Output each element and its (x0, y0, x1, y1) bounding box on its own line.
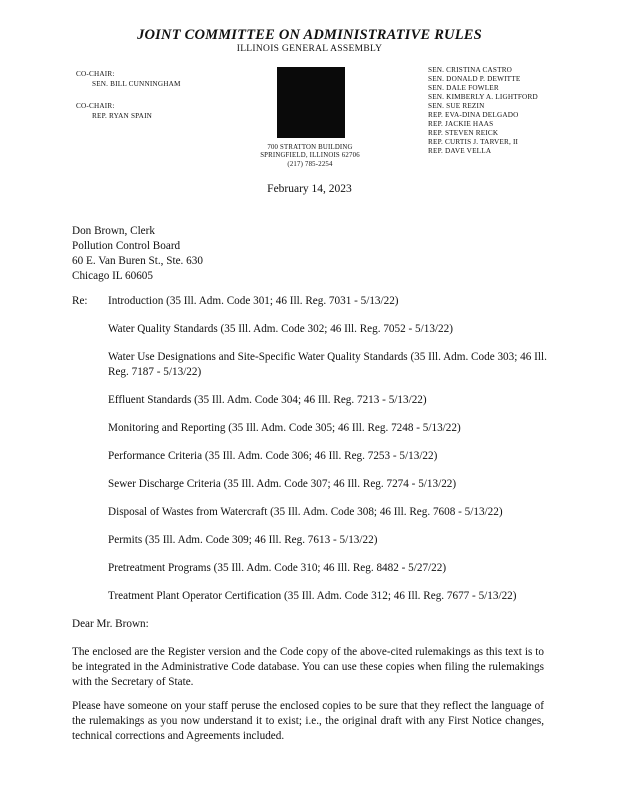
recipient-address (72, 224, 203, 284)
member-name: REP. JACKIE HAAS (428, 120, 494, 128)
cochair-name-1: SEN. BILL CUNNINGHAM (92, 80, 181, 88)
re-item: Disposal of Wastes from Watercraft (35 Ill. Adm. Code 308; 46 Ill. Reg. 7608 - 5/13/22) (108, 506, 503, 518)
committee-address (250, 144, 370, 169)
letterhead-subtitle: ILLINOIS GENERAL ASSEMBLY (236, 44, 383, 54)
re-item: Permits (35 Ill. Adm. Code 309; 46 Ill. Reg. 7613 - 5/13/22) (108, 534, 378, 546)
state-seal-redacted (277, 67, 345, 138)
re-item: Performance Criteria (35 Ill. Adm. Code 306; 46 Ill. Reg. 7253 - 5/13/22) (108, 450, 438, 462)
body-paragraph: The enclosed are the Register version and the Code copy of the above-cited rulemakings as this text is to be integrated in the Administrative Code database. You can use these copies when filing the rulemakings with the Secretary of State. (72, 646, 544, 688)
member-name: SEN. DALE FOWLER (428, 84, 499, 92)
member-name: SEN. DONALD P. DEWITTE (428, 75, 521, 83)
member-name: SEN. CRISTINA CASTRO (428, 66, 513, 74)
body-paragraph: Please have someone on your staff peruse the enclosed copies to be sure that they reflect the language of the rulemakings as you now understand it to exist; i.e., the original draft with any First Notice changes, technical corrections and Agreements included. (72, 700, 544, 742)
address-line: SPRINGFIELD, ILLINOIS 62706 (260, 152, 360, 160)
address-line: 700 STRATTON BUILDING (267, 144, 353, 151)
letter-date: February 14, 2023 (267, 183, 352, 195)
re-item: Introduction (35 Ill. Adm. Code 301; 46 Ill. Reg. 7031 - 5/13/22) (108, 295, 399, 307)
re-item: Monitoring and Reporting (35 Ill. Adm. Code 305; 46 Ill. Reg. 7248 - 5/13/22) (108, 422, 461, 434)
re-item: Water Use Designations and Site-Specific Water Quality Standards (35 Ill. Adm. Code 303; 46 Ill. Reg. 7187 - 5/13/22) (108, 351, 547, 378)
cochair-name-2: REP. RYAN SPAIN (92, 112, 153, 120)
member-name: REP. DAVE VELLA (428, 147, 492, 155)
recipient-line: Pollution Control Board (72, 240, 181, 252)
cochair-label-2: CO-CHAIR: (76, 102, 115, 110)
address-phone: (217) 785-2254 (287, 160, 333, 168)
member-name: SEN. SUE REZIN (428, 102, 485, 110)
letterhead-title: JOINT COMMITTEE ON ADMINISTRATIVE RULES (137, 27, 482, 43)
re-item: Sewer Discharge Criteria (35 Ill. Adm. Code 307; 46 Ill. Reg. 7274 - 5/13/22) (108, 478, 457, 490)
recipient-line: 60 E. Van Buren St., Ste. 630 (72, 255, 203, 267)
member-name: REP. CURTIS J. TARVER, II (428, 138, 519, 146)
re-item: Effluent Standards (35 Ill. Adm. Code 304; 46 Ill. Reg. 7213 - 5/13/22) (108, 394, 427, 406)
re-item: Treatment Plant Operator Certification (35 Ill. Adm. Code 312; 46 Ill. Reg. 7677 - 5/13/22) (108, 590, 517, 602)
member-name: REP. STEVEN REICK (428, 129, 499, 137)
recipient-line: Chicago IL 60605 (72, 270, 153, 282)
salutation: Dear Mr. Brown: (72, 618, 149, 630)
cochair-label-1: CO-CHAIR: (76, 70, 115, 78)
member-name: SEN. KIMBERLY A. LIGHTFORD (428, 93, 538, 101)
member-name: REP. EVA-DINA DELGADO (428, 111, 519, 119)
re-item: Water Quality Standards (35 Ill. Adm. Code 302; 46 Ill. Reg. 7052 - 5/13/22) (108, 323, 453, 335)
recipient-line: Don Brown, Clerk (72, 225, 155, 237)
re-item: Pretreatment Programs (35 Ill. Adm. Code 310; 46 Ill. Reg. 8482 - 5/27/22) (108, 562, 447, 574)
re-label: Re: (72, 295, 88, 307)
committee-members (428, 66, 538, 156)
